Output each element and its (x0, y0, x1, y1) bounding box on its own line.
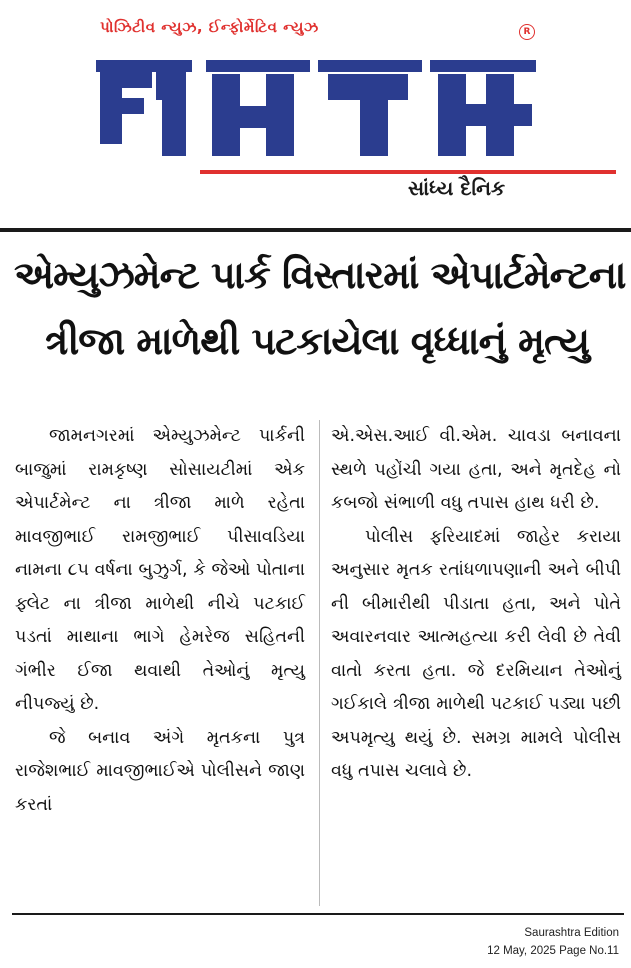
footer-edition: Saurashtra Edition (524, 927, 619, 939)
bottom-divider (12, 913, 624, 915)
headline-line-1: એમ્યુઝમેન્ટ પાર્ક વિસ્તારમાં એપાર્ટમેન્ટના (14, 253, 626, 297)
top-divider (0, 228, 631, 232)
page-footer (487, 924, 619, 960)
masthead (0, 0, 631, 232)
abtak-logo (92, 40, 540, 176)
edition-label: સાંધ્ય દૈનિક (408, 176, 506, 200)
article-column-left (15, 420, 305, 822)
paragraph: જામનગરમાં એમ્યુઝમેન્ટ પાર્કની બાજુમાં રામકૃષ્ણ સોસાયટીમાં એક એપાર્ટમેન્ટ ના ત્રીજા માળે રહેતા માવજીભાઈ રામજીભાઈ પીસાવડિયા નામના ૮૫ વર્ષના બુઝુર્ગ, કે જેઓ પોતાના ફ્લેટ ના ત્રીજા માળેથી નીચે પટકાઈ પડતાં માથાના ભાગે હેમરેજ સહિતની ગંભીર ઈજા થવાથી તેઓનું મૃત્યુ નીપજ્યું છે. (15, 426, 305, 714)
paragraph: એ.એસ.આઈ વી.એમ. ચાવડા બનાવના સ્થળે પહોંચી ગયા હતા, અને મૃતદેહ નો કબજો સંભાળી વધુ તપાસ હાથ ધરી છે. (331, 426, 621, 513)
article-headline (14, 242, 626, 374)
article-body (15, 420, 623, 906)
headline-line-2: ત્રીજા માળેથી પટકાયેલા વૃધ્ધાનું મૃત્યુ (45, 319, 589, 363)
paragraph: જે બનાવ અંગે મૃતકના પુત્ર રાજેશભાઈ માવજીભાઈએ પોલીસને જાણ કરતાં (15, 727, 305, 815)
article-column-right (331, 420, 621, 789)
footer-date-page: 12 May, 2025 Page No.11 (487, 945, 619, 957)
registered-mark-icon: R (519, 24, 535, 40)
column-divider (319, 420, 320, 906)
red-rule (200, 170, 616, 174)
logo-glyphs (96, 60, 536, 156)
tagline: પોઝિટીવ ન્યુઝ, ઈન્ફોર્મેટિવ ન્યુઝ (100, 18, 319, 36)
paragraph: પોલીસ ફરિયાદમાં જાહેર કરાયા અનુસાર મૃતક રતાંધળાપણાની અને બીપી ની બીમારીથી પીડાતા હતા, અને પોતે અવારનવાર આત્મહત્યા કરી લેવી છે તેવી વાતો કરતા હતા. જે દરમિયાન તેઓનું ગઈકાલે ત્રીજા માળેથી પટકાઈ પડ્યા પછી અપમૃત્યુ થયું છે. સમગ્ર મામલે પોલીસ વધુ તપાસ ચલાવે છે. (331, 526, 621, 781)
